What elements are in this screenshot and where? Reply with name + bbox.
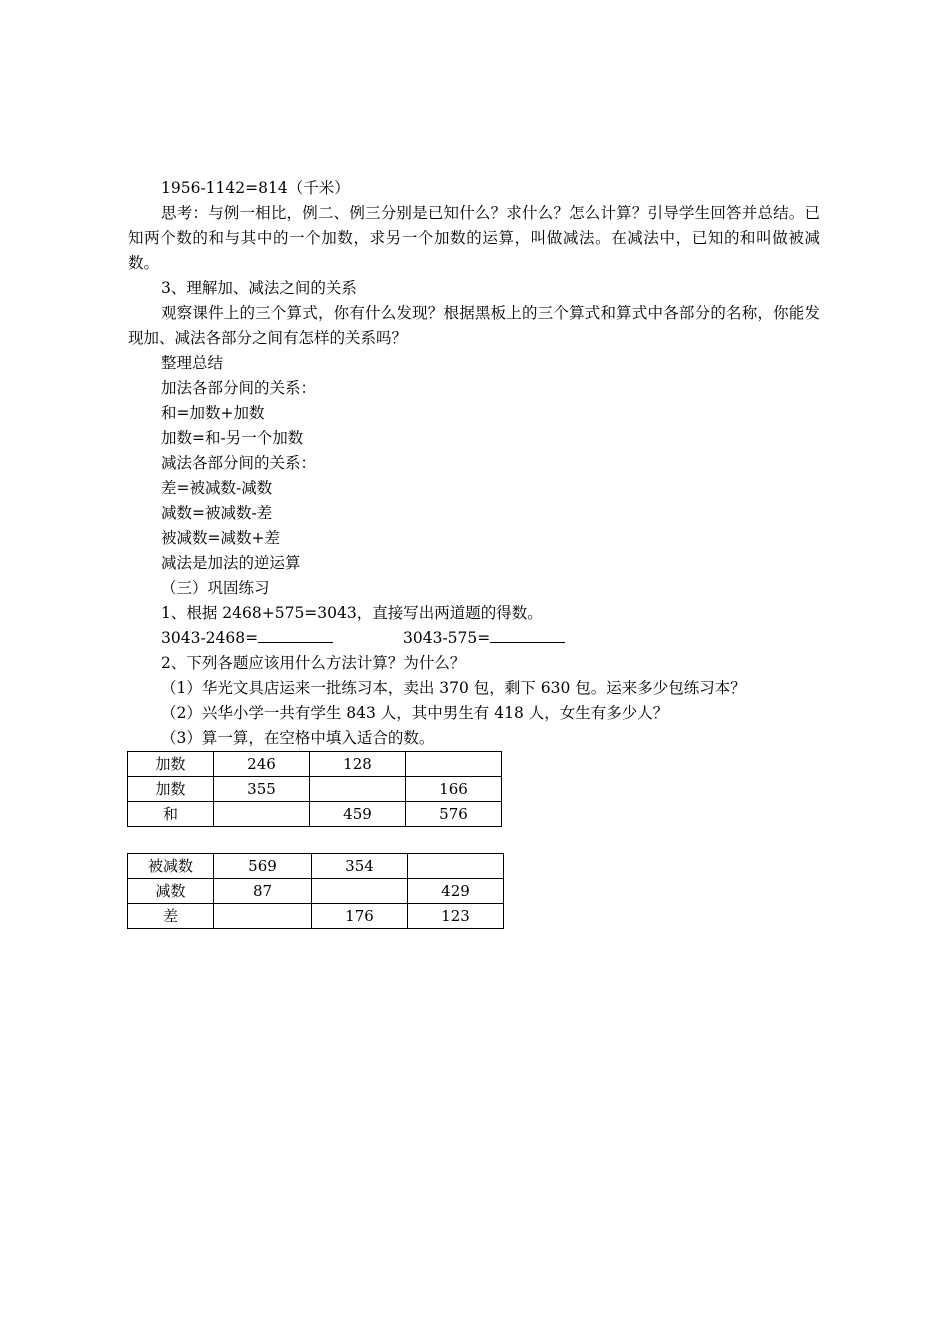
table-cell: 123 [408,904,504,929]
table-cell [214,904,312,929]
think-paragraph: 思考：与例一相比，例二、例三分别是已知什么？求什么？怎么计算？引导学生回答并总结。已知两个数的和与其中的一个加数，求另一个加数的运算，叫做减法。在减法中，已知的和叫做被减数。 [128,204,820,272]
subtraction-formula-2: 减数=被减数-差 [161,504,273,522]
question-2: 2、下列各题应该用什么方法计算？为什么？ [161,654,466,672]
question-1-item-b-text: 3043-575= [403,629,491,647]
table-cell [214,802,310,827]
question-2-part-1: （1）华光文具店运来一批练习本，卖出 370 包，剩下 630 包。运来多少包练习本？ [161,679,746,697]
table-cell: 176 [312,904,408,929]
question-2-part-2: （2）兴华小学一共有学生 843 人，其中男生有 418 人，女生有多少人？ [161,704,669,722]
table-cell: 和 [128,802,214,827]
answer-blank-a[interactable] [258,626,333,643]
table-cell: 429 [408,879,504,904]
answer-blank-b[interactable] [490,626,565,643]
subtraction-formula-1: 差=被减数-减数 [161,479,273,497]
table-cell: 加数 [128,752,214,777]
question-1: 1、根据 2468+575=3043，直接写出两道题的得数。 [161,604,543,622]
table-row [128,854,504,879]
subtraction-relation-heading: 减法各部分间的关系： [161,454,317,472]
table-cell [312,879,408,904]
question-1-answers [128,626,820,651]
table-cell [310,777,406,802]
addition-formula-2: 加数=和-另一个加数 [161,429,304,447]
table-cell: 576 [406,802,502,827]
addition-table [127,751,502,827]
table-cell: 被减数 [128,854,214,879]
section-3-heading: 3、理解加、减法之间的关系 [161,279,357,297]
table-cell: 246 [214,752,310,777]
subtraction-table [127,853,504,929]
inverse-statement: 减法是加法的逆运算 [161,554,301,572]
observe-paragraph: 观察课件上的三个算式，你有什么发现？根据黑板上的三个算式和算式中各部分的名称，你能发现加、减法各部分之间有怎样的关系吗？ [128,304,820,347]
table-cell: 355 [214,777,310,802]
table-cell: 128 [310,752,406,777]
table-row [128,752,502,777]
addition-relation-heading: 加法各部分间的关系： [161,379,317,397]
table-row [128,777,502,802]
table-cell: 569 [214,854,312,879]
table-row [128,904,504,929]
table-cell: 减数 [128,879,214,904]
summary-heading: 整理总结 [161,354,224,372]
question-1-item-b [403,626,565,651]
question-2-part-3: （3）算一算，在空格中填入适合的数。 [161,729,435,747]
subtraction-formula-3: 被减数=减数+差 [161,529,280,547]
table-cell: 差 [128,904,214,929]
table-cell: 加数 [128,777,214,802]
question-1-item-a [161,626,333,651]
table-cell: 354 [312,854,408,879]
table-row [128,879,504,904]
addition-formula-1: 和=加数+加数 [161,404,265,422]
table-cell: 166 [406,777,502,802]
table-cell [408,854,504,879]
table-cell: 459 [310,802,406,827]
table-row [128,802,502,827]
table-cell [406,752,502,777]
practice-heading: （三）巩固练习 [161,579,270,597]
table-cell: 87 [214,879,312,904]
question-1-item-a-text: 3043-2468= [161,629,259,647]
calc-result: 1956-1142=814（千米） [161,179,350,197]
